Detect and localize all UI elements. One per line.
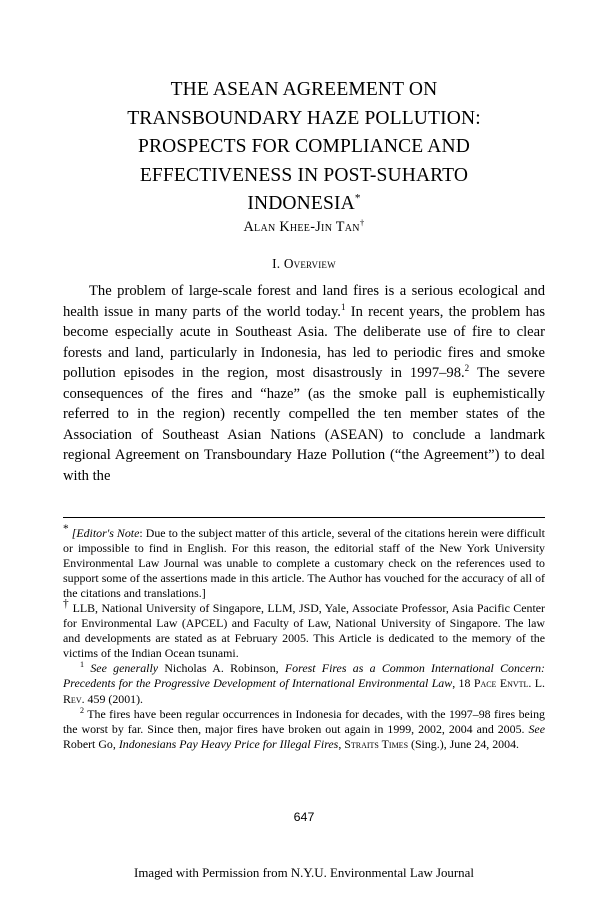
- title-line-5-text: INDONESIA: [247, 193, 355, 215]
- footnote-ref-2[interactable]: 2: [464, 363, 470, 374]
- section-heading-overview: I. Overview: [272, 256, 336, 271]
- footnote-2-title: Indonesians Pay Heavy Price for Illegal Fires: [118, 736, 339, 751]
- page-title: [63, 76, 545, 219]
- body-paragraph-1: [63, 281, 545, 486]
- author-footnote-marker: †: [359, 217, 365, 228]
- body-segment-1: The problem of large-scale forest and land fires is a serious ecological and health issue in many parts of the world today.: [63, 283, 545, 320]
- footnote-2-text: The fires have been regular occurrences in Indonesia for decades, with the 1997–98 fires being the worst by far. Since then, major fires have broken out again in 1999, 2002, 2004 and 2005.: [63, 706, 545, 736]
- footnote-2-tail: (Sing.), June 24, 2004.: [408, 736, 519, 751]
- title-footnote-marker: *: [354, 192, 361, 205]
- footnote-marker-dagger: †: [63, 598, 70, 611]
- title-line-1: THE ASEAN AGREEMENT ON: [170, 79, 438, 100]
- author-byline: [63, 219, 545, 236]
- footnotes-section: [63, 523, 546, 752]
- title-line-2: TRANSBOUNDARY HAZE POLLUTION:: [127, 107, 481, 129]
- footer-credit: Imaged with Permission from N.Y.U. Environmental Law Journal: [134, 866, 474, 880]
- footnote-2-separator: ,: [338, 736, 345, 751]
- footnote-2-source: Straits Times: [344, 736, 409, 751]
- footnote-marker-1: 1: [80, 660, 85, 670]
- footnote-2: [63, 707, 545, 752]
- body-segment-2: In recent years, the problem has become especially acute in Southeast Asia. The deliberate use of fire to clear forests and land, particularly in Indonesia, has led to periodic fires and smoke pollution episodes in the region, most disastrously in 1997–98.: [63, 303, 545, 382]
- title-line-5: [63, 190, 545, 219]
- footnote-1-volume: , 18: [452, 676, 474, 691]
- footnote-separator-rule: [63, 517, 545, 518]
- footnote-ref-1[interactable]: 1: [340, 301, 346, 312]
- footnote-author-affiliation-text: LLB, National University of Singapore, LLM, JSD, Yale, Associate Professor, Asia Pacific Center for Environmental Law (APCEL) and Faculty of Law, National University of Singapore. The law and developments are stated as at February 2005. This Article is dedicated to the memory of the victims of the Indian Ocean tsunami.: [63, 601, 545, 661]
- footnote-editors-note: [63, 523, 545, 601]
- footnote-marker-2: 2: [80, 705, 85, 715]
- footnote-1-pages: 459 (2001).: [84, 691, 144, 706]
- footnote-1-reporter: Pace Envtl. L. Rev.: [63, 676, 546, 706]
- footnote-1-title: Forest Fires as a Common International Concern: Precedents for the Progressive Development of International Environmental Law: [63, 661, 546, 691]
- page-number: 647: [293, 810, 315, 824]
- footnote-1-author: Nicholas A. Robinson,: [158, 661, 285, 676]
- footnote-2-signal: See: [528, 721, 545, 736]
- title-line-3: PROSPECTS FOR COMPLIANCE AND: [138, 136, 470, 158]
- author-name: Alan Khee-Jin Tan: [243, 219, 360, 235]
- footnote-marker-star: *: [63, 523, 69, 536]
- footnote-editors-note-label: [Editor's Note: [71, 526, 140, 540]
- footnote-1-signal: See generally: [90, 661, 159, 676]
- body-segment-3: The severe consequences of the fires and “haze” (as the smoke pall is euphemistically referred to in the region) recently compelled the ten member states of the Association of Southeast Asian Nations (ASEAN) to conclude a landmark regional Agreement on Transboundary Haze Pollution (“the Agreement”) to deal with the: [63, 365, 545, 484]
- footnote-2-author: Robert Go,: [63, 736, 119, 751]
- title-line-4: EFFECTIVENESS IN POST-SUHARTO: [139, 164, 469, 186]
- footnote-1: [63, 661, 545, 706]
- footnote-editors-note-text: : Due to the subject matter of this article, several of the citations herein were difficult or impossible to find in English. For this reason, the editorial staff of the New York University Environmental Law Journal was unable to complete a customary check on the references used to support some of the assertions made in this article. The Author has vouched for the accuracy of all of the citations and translations.]: [63, 526, 545, 601]
- footnote-author-affiliation: [63, 598, 545, 661]
